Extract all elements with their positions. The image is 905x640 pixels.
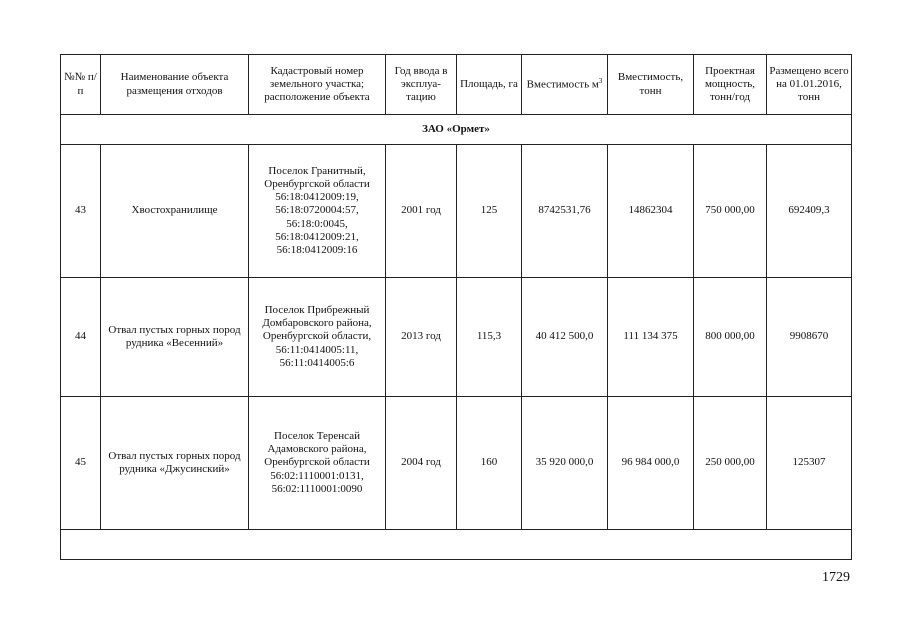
table-row	[61, 145, 852, 278]
header-area: Площадь, га	[457, 55, 522, 115]
cell-capacity-m3: 40 412 500,0	[522, 278, 608, 397]
cell-placed: 125307	[767, 397, 852, 530]
cell-area: 125	[457, 145, 522, 278]
header-cadastral: Кадастровый номер земельного участка; расположение объекта	[249, 55, 386, 115]
cell-capacity-t: 14862304	[608, 145, 694, 278]
cell-name: Отвал пустых горных пород рудника «Джусинский»	[101, 397, 249, 530]
header-design-power: Проектная мощность, тонн/год	[694, 55, 767, 115]
cell-design-power: 800 000,00	[694, 278, 767, 397]
page-number: 1729	[822, 570, 850, 585]
cell-capacity-m3: 8742531,76	[522, 145, 608, 278]
cell-name: Хвостохранилище	[101, 145, 249, 278]
cell-capacity-m3: 35 920 000,0	[522, 397, 608, 530]
table-header-row	[61, 55, 852, 115]
empty-cell	[61, 530, 852, 560]
cell-placed: 9908670	[767, 278, 852, 397]
org-name: ЗАО «Ормет»	[61, 115, 852, 145]
empty-row	[61, 530, 852, 560]
cell-capacity-t: 96 984 000,0	[608, 397, 694, 530]
cell-num: 44	[61, 278, 101, 397]
header-placed: Размещено всего на 01.01.2016, тонн	[767, 55, 852, 115]
cell-area: 160	[457, 397, 522, 530]
cell-cadastral: Поселок Гранитный, Оренбургской области 56:18:0412009:19, 56:18:0720004:57, 56:18:0:0045, 56:18:0412009:21, 56:18:0412009:16	[249, 145, 386, 278]
cell-year: 2013 год	[386, 278, 457, 397]
header-year: Год ввода в эксплуа-тацию	[386, 55, 457, 115]
cell-name: Отвал пустых горных пород рудника «Весенний»	[101, 278, 249, 397]
cell-design-power: 250 000,00	[694, 397, 767, 530]
org-row	[61, 115, 852, 145]
cell-num: 45	[61, 397, 101, 530]
cell-cadastral: Поселок Теренсай Адамовского района, Оренбургской области 56:02:1110001:0131, 56:02:1110001:0090	[249, 397, 386, 530]
table-row	[61, 397, 852, 530]
header-capacity-m3	[522, 55, 608, 115]
cell-cadastral: Поселок Прибрежный Домбаровского района, Оренбургской области, 56:11:0414005:11, 56:11:0414005:6	[249, 278, 386, 397]
header-num: №№ п/п	[61, 55, 101, 115]
header-capacity-m3-superscript: 3	[598, 77, 603, 86]
table-row	[61, 278, 852, 397]
cell-placed: 692409,3	[767, 145, 852, 278]
cell-num: 43	[61, 145, 101, 278]
cell-year: 2004 год	[386, 397, 457, 530]
waste-facilities-table	[60, 54, 852, 560]
cell-capacity-t: 111 134 375	[608, 278, 694, 397]
header-name: Наименование объекта размещения отходов	[101, 55, 249, 115]
header-capacity-t: Вместимость, тонн	[608, 55, 694, 115]
cell-year: 2001 год	[386, 145, 457, 278]
cell-design-power: 750 000,00	[694, 145, 767, 278]
cell-area: 115,3	[457, 278, 522, 397]
header-capacity-m3-label: Вместимость м	[526, 78, 599, 91]
